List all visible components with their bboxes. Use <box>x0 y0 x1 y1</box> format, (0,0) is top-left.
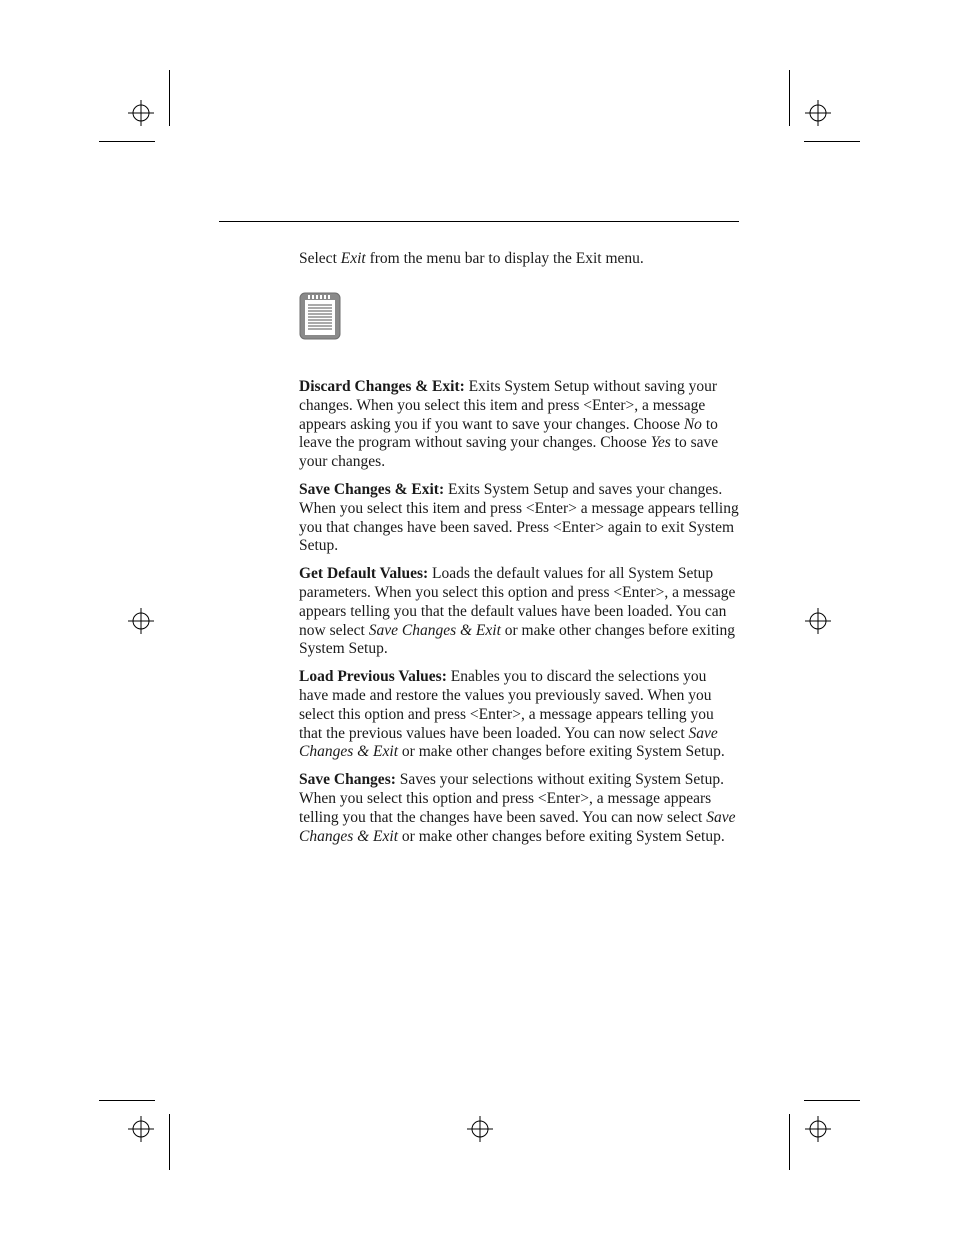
item-text: Loads the default values for all System Setup parameters. When you select this option and press <Enter>, a message appears telling you that the default values have been loaded. You can now select <box>299 565 736 639</box>
item-text: or make other changes before exiting System Setup. <box>398 743 725 761</box>
crop-mark-top-right-vertical <box>789 70 790 126</box>
intro-text-after: from the menu bar to display the Exit menu. <box>365 250 644 267</box>
registration-mark-icon <box>128 100 154 126</box>
registration-mark-icon <box>128 1116 154 1142</box>
item-term: Save Changes & Exit: <box>299 480 445 498</box>
item-text: or make other changes before exiting System Setup. <box>398 827 725 845</box>
item-italic: Save Changes & Exit <box>299 808 736 845</box>
item-italic: Save Changes & Exit <box>368 621 501 639</box>
registration-mark-icon <box>467 1116 493 1142</box>
crop-mark-bottom-right-horizontal <box>804 1100 860 1101</box>
item-term: Save Changes: <box>299 771 396 789</box>
exit-menu-descriptions <box>299 378 739 855</box>
item-text: Saves your selections without exiting System Setup. When you select this option and press <Enter>, a message appears telling you that the changes have been saved. You can now select <box>299 771 724 826</box>
registration-mark-icon <box>805 1116 831 1142</box>
item-term: Load Previous Values: <box>299 668 447 686</box>
item-text: or make other changes before exiting System Setup. <box>299 621 736 658</box>
item-italic: Save Changes & Exit <box>299 724 718 761</box>
item-text: Enables you to discard the selections you have made and restore the values you previously saved. When you select this option and press <Enter>, a message appears telling you that the previous values have been loaded. You can now select <box>299 668 714 742</box>
notepad-icon <box>299 292 341 340</box>
crop-mark-bottom-left-horizontal <box>99 1100 155 1101</box>
item-text: Exits System Setup and saves your changes. When you select this item and press <Enter> a message appears telling you that changes have been saved. Press <Enter> again to exit System Setup. <box>299 480 739 555</box>
crop-mark-bottom-left-vertical <box>169 1114 170 1170</box>
crop-mark-top-right-horizontal <box>804 141 860 142</box>
intro-text-before: Select <box>299 250 341 267</box>
registration-mark-icon <box>805 608 831 634</box>
crop-mark-bottom-right-vertical <box>789 1114 790 1170</box>
item-discard-changes-exit <box>299 378 739 472</box>
crop-mark-top-left-horizontal <box>99 141 155 142</box>
item-get-default-values <box>299 565 739 659</box>
registration-mark-icon <box>128 608 154 634</box>
item-term: Discard Changes & Exit: <box>299 378 465 395</box>
item-text: to leave the program without saving your changes. Choose <box>299 415 718 452</box>
item-load-previous-values <box>299 668 739 762</box>
item-save-changes <box>299 771 739 846</box>
crop-mark-top-left-vertical <box>169 70 170 126</box>
item-italic: Yes <box>650 434 671 452</box>
intro-italic-term: Exit <box>340 250 366 267</box>
registration-mark-icon <box>805 100 831 126</box>
intro-paragraph <box>299 249 739 268</box>
item-term: Get Default Values: <box>299 565 429 583</box>
item-save-changes-exit <box>299 481 739 556</box>
item-text: to save your changes. <box>299 434 719 471</box>
header-rule <box>219 221 739 222</box>
item-italic: No <box>683 415 702 433</box>
item-text: Exits System Setup without saving your changes. When you select this item and press <Enter>, a message appears asking you if you want to save your changes. Choose <box>299 378 718 433</box>
